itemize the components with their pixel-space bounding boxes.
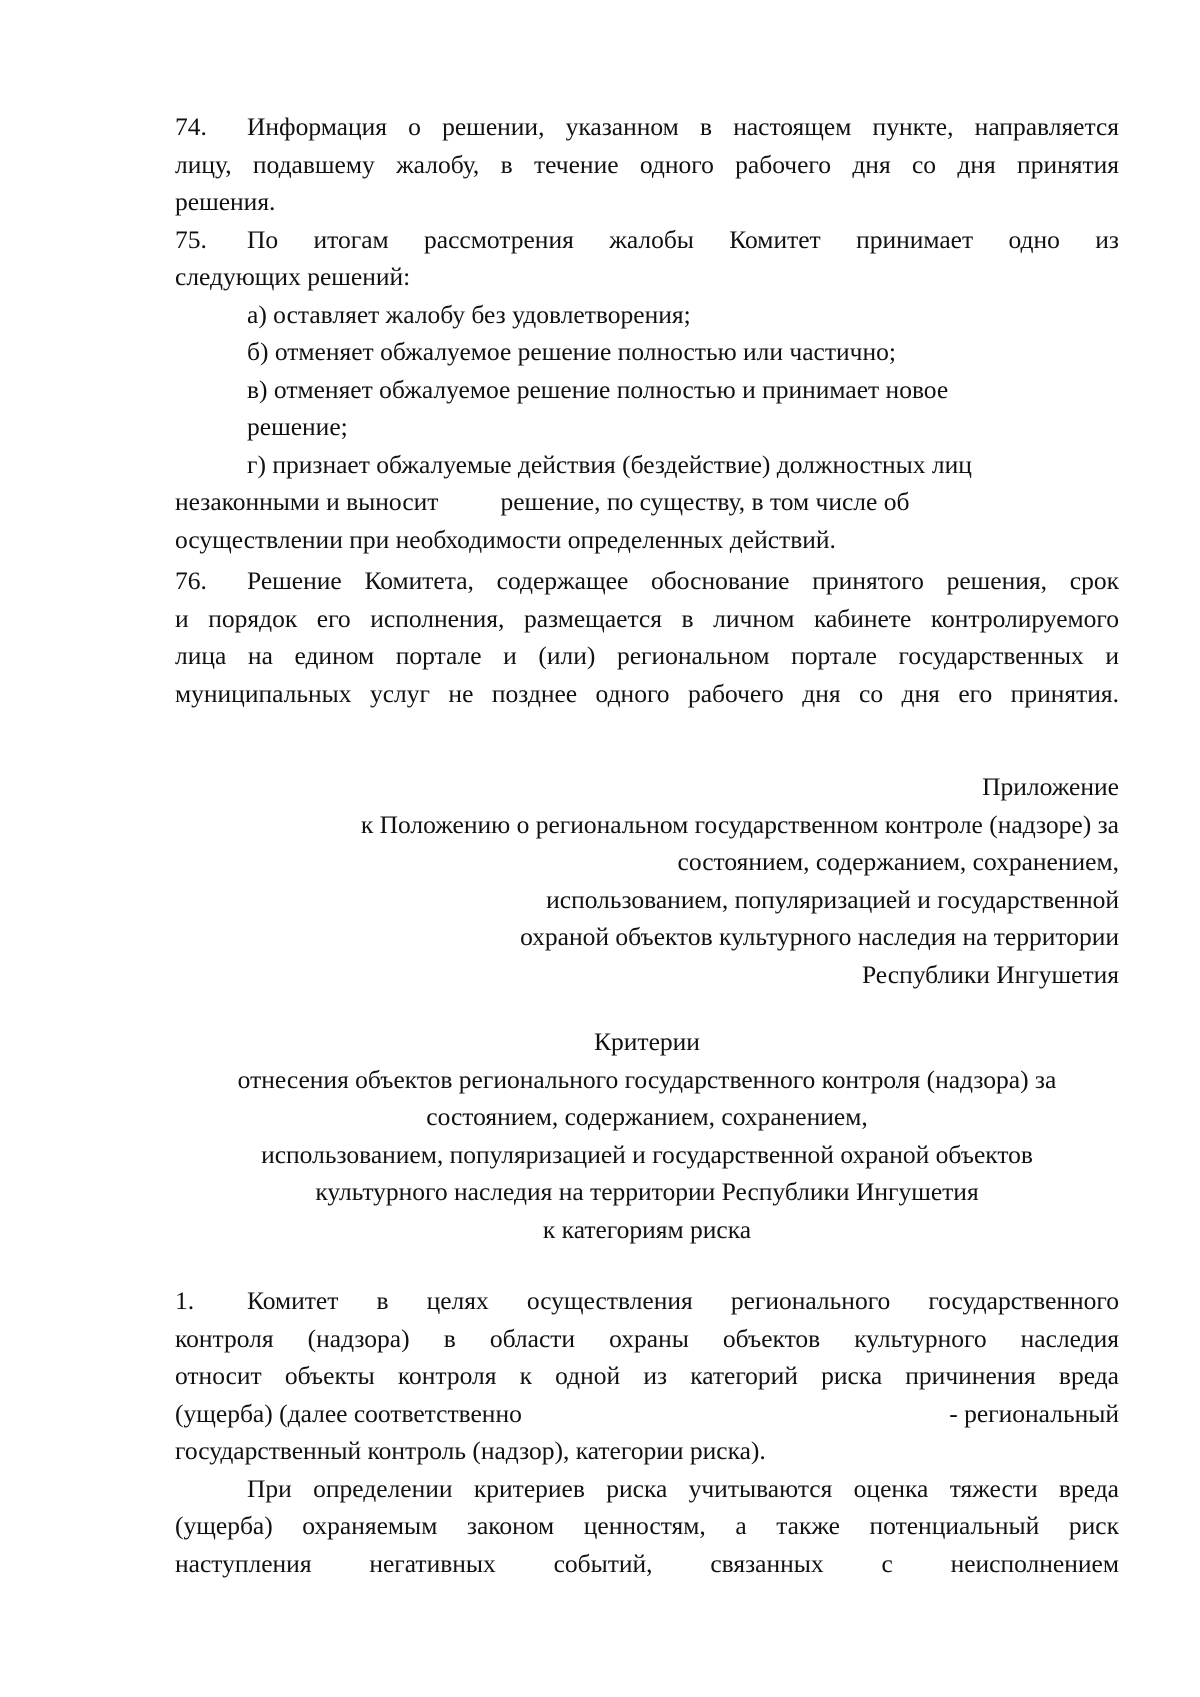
appendix-line-1: Приложение	[982, 772, 1119, 801]
p75-text-1: По итогам рассмотрения жалобы Комитет принимает одно из	[247, 224, 1119, 254]
p76-line-4: муниципальных услуг не позднее одного рабочего дня со дня его принятия.	[175, 678, 1119, 708]
document-page	[175, 108, 1119, 1582]
p1-para2-line-1: При определении критериев риска учитываются оценка тяжести вреда	[247, 1473, 1119, 1503]
p76-number: 76.	[175, 566, 207, 595]
appendix-line-4: использованием, популяризацией и государственной	[546, 884, 1119, 914]
p76-line-2: и порядок его исполнения, размещается в личном кабинете контролируемого	[175, 603, 1119, 633]
p75-item-g-text-a: незаконными и выносит	[175, 487, 439, 516]
p1-line-2: контроля (надзора) в области охраны объектов культурного наследия	[175, 1323, 1119, 1353]
p76-text-1: Решение Комитета, содержащее обоснование принятого решения, срок	[247, 566, 1119, 595]
criteria-line-5: культурного наследия на территории Республики Ингушетия	[315, 1177, 979, 1206]
criteria-line-1: Критерии	[594, 1027, 700, 1056]
p1-para2-line-3: наступления негативных событий, связанных с неисполнением	[175, 1548, 1119, 1578]
p1-para2-line-2: (ущерба) охраняемым законом ценностям, а также потенциальный риск	[175, 1511, 1119, 1540]
appendix-line-3: состоянием, содержанием, сохранением,	[677, 847, 1119, 876]
p1-number: 1.	[175, 1286, 195, 1315]
p74-line-3: решения.	[175, 187, 276, 216]
criteria-line-4: использованием, популяризацией и государственной охраной объектов	[261, 1139, 1033, 1169]
appendix-line-5: охраной объектов культурного наследия на территории	[520, 922, 1119, 951]
p1-line-5: государственный контроль (надзор), категории риска).	[175, 1436, 766, 1465]
appendix-line-6: Республики Ингушетия	[861, 959, 1119, 989]
p1-paragraph	[175, 1282, 1119, 1582]
p75-item-g-line-3: осуществлении при необходимости определенных действий.	[175, 524, 836, 554]
p74-line-1	[175, 108, 1119, 146]
p1-line-4	[175, 1395, 1119, 1433]
p76-line-3: лица на едином портале и (или) региональном портале государственных и	[175, 641, 1119, 670]
p1-line-1	[175, 1282, 1119, 1320]
p75-item-g-text-b: решение, по существу, в том числе об	[500, 487, 910, 516]
p1-line-3: относит объекты контроля к одной из категорий риска причинения вреда	[175, 1361, 1119, 1390]
p1-text-4b: - региональный	[949, 1398, 1119, 1428]
p75-item-v-line-1: в) отменяет обжалуемое решение полностью и принимает новое	[247, 374, 949, 404]
appendix-header	[175, 768, 1119, 993]
p75-item-g-line-1: г) признает обжалуемые действия (бездействие) должностных лиц	[247, 449, 972, 479]
appendix-line-2: к Положению о региональном государственном контроле (надзоре) за	[360, 809, 1119, 839]
criteria-line-2: отнесения объектов регионального государственного контроля (надзора) за	[237, 1064, 1057, 1094]
p76-line-1	[175, 562, 1119, 600]
p74-line-2: лицу, подавшему жалобу, в течение одного рабочего дня со дня принятия	[175, 149, 1119, 179]
criteria-title	[175, 1023, 1119, 1248]
p74-number: 74.	[175, 112, 207, 141]
criteria-line-3: состоянием, содержанием, сохранением,	[426, 1102, 868, 1131]
p75-item-a: а) оставляет жалобу без удовлетворения;	[247, 299, 691, 329]
p75-item-g-line-2	[175, 483, 1119, 521]
criteria-line-6: к категориям риска	[542, 1214, 752, 1244]
p75-line-2: следующих решений:	[175, 262, 411, 291]
p1-text-1: Комитет в целях осуществления регионального государственного	[247, 1286, 1119, 1315]
p75-number: 75.	[175, 224, 207, 254]
p75-item-b: б) отменяет обжалуемое решение полностью или частично;	[247, 337, 896, 366]
p75-item-v-line-2: решение;	[247, 412, 348, 441]
p74-text-1: Информация о решении, указанном в настоящем пункте, направляется	[247, 112, 1119, 141]
p75-line-1	[175, 221, 1119, 259]
p1-text-4a: (ущерба) (далее соответственно	[175, 1398, 522, 1428]
